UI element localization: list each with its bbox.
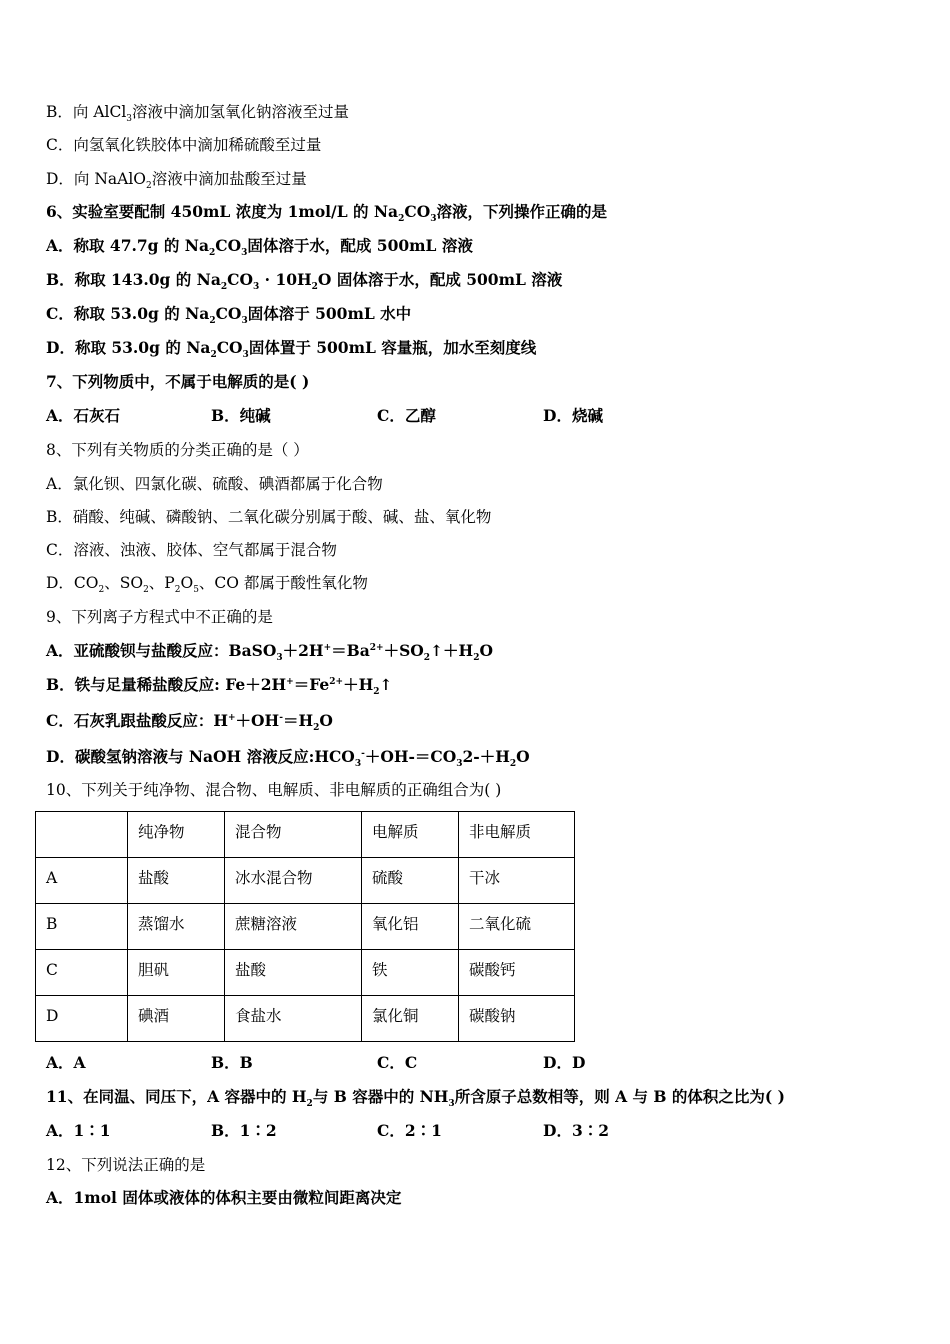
text: 固体溶于水，配成 500mL 溶液 xyxy=(247,236,473,255)
q10-option-d: D．D xyxy=(543,1053,586,1072)
q11-option-a: A．1∶1 xyxy=(46,1121,111,1140)
text: CO xyxy=(215,304,242,323)
subscript: 2 xyxy=(220,282,228,293)
text: ↑＋H xyxy=(430,641,474,660)
q8-option-a: A．氯化钡、四氯化碳、硫酸、碘酒都属于化合物 xyxy=(46,475,383,493)
text: 、SO xyxy=(104,574,144,592)
table-header-cell: 电解质 xyxy=(362,812,459,858)
table-cell: 氯化铜 xyxy=(362,996,459,1042)
q6-option-d xyxy=(46,338,537,361)
q7-stem: 7、下列物质中，不属于电解质的是( ) xyxy=(46,372,310,391)
text: A．亚硫酸钡与盐酸反应：BaSO xyxy=(46,641,277,660)
text: A．称取 47.7g 的 Na xyxy=(46,236,210,255)
subscript: 2 xyxy=(143,585,149,596)
table-cell: 碳酸钠 xyxy=(459,996,575,1042)
table-header-cell: 非电解质 xyxy=(459,812,575,858)
text: O xyxy=(180,574,194,592)
text: ↑ xyxy=(379,675,393,694)
text: CO xyxy=(216,338,243,357)
text: O xyxy=(479,641,493,660)
q8-option-b: B．硝酸、纯碱、磷酸钠、二氧化碳分别属于酸、碱、盐、氧化物 xyxy=(46,508,492,526)
text: ＝H xyxy=(282,711,314,730)
table-cell: A xyxy=(36,858,128,904)
superscript: + xyxy=(286,676,294,687)
text: ＋OH xyxy=(235,711,280,730)
subscript: 2 xyxy=(210,350,217,361)
q5-option-d xyxy=(46,169,307,192)
text: CO xyxy=(404,202,431,221)
q9-option-a xyxy=(46,641,493,664)
table-cell: B xyxy=(36,904,128,950)
q7-option-b: B．纯碱 xyxy=(211,406,271,425)
q7-option-c: C．乙醇 xyxy=(377,406,436,425)
text: ＝Ba xyxy=(331,641,370,660)
subscript: 3 xyxy=(241,316,248,327)
table-cell: 蔗糖溶液 xyxy=(225,904,362,950)
text: · 10H xyxy=(259,270,312,289)
q10-option-c: C．C xyxy=(377,1053,418,1072)
table-header-row xyxy=(36,812,575,858)
table-cell: 蒸馏水 xyxy=(128,904,225,950)
table-cell: 二氧化硫 xyxy=(459,904,575,950)
text: D．碳酸氢钠溶液与 NaOH 溶液反应:HCO xyxy=(46,747,355,766)
q8-stem: 8、下列有关物质的分类正确的是（ ） xyxy=(46,441,309,459)
text: O xyxy=(516,747,530,766)
table-row xyxy=(36,950,575,996)
text: ＋2H xyxy=(282,641,324,660)
text: 溶液中滴加盐酸至过量 xyxy=(151,170,307,188)
q12-stem: 12、下列说法正确的是 xyxy=(46,1156,206,1174)
text: 11、在同温、同压下，A 容器中的 H xyxy=(46,1087,307,1106)
subscript: 2 xyxy=(146,181,152,192)
q7-option-d: D．烧碱 xyxy=(543,406,603,425)
text: O 固体溶于水，配成 500mL 溶液 xyxy=(317,270,563,289)
table-cell: 胆矾 xyxy=(128,950,225,996)
subscript: 2 xyxy=(473,653,480,664)
text: C．石灰乳跟盐酸反应：H xyxy=(46,711,228,730)
text: 2-＋H xyxy=(462,747,510,766)
table-cell: 食盐水 xyxy=(225,996,362,1042)
text: 溶液中滴加氢氧化钠溶液至过量 xyxy=(132,103,350,121)
q6-option-b xyxy=(46,270,563,293)
q7-option-a: A．石灰石 xyxy=(46,406,121,425)
table-cell: 干冰 xyxy=(459,858,575,904)
text: 6、实验室要配制 450mL 浓度为 1mol/L 的 Na xyxy=(46,202,399,221)
subscript: 3 xyxy=(241,248,248,259)
text: 溶液，下列操作正确的是 xyxy=(436,202,607,221)
q12-option-a: A．1mol 固体或液体的体积主要由微粒间距离决定 xyxy=(46,1188,402,1207)
subscript: 3 xyxy=(448,1099,455,1110)
text: 与 B 容器中的 NH xyxy=(312,1087,449,1106)
superscript: + xyxy=(227,712,236,723)
q8-option-d xyxy=(46,573,368,596)
text: D．向 NaAlO xyxy=(46,170,147,188)
text: ＋SO xyxy=(383,641,424,660)
subscript: 5 xyxy=(193,585,199,596)
q5-option-c: C．向氢氧化铁胶体中滴加稀硫酸至过量 xyxy=(46,136,322,154)
text: O xyxy=(319,711,333,730)
q5-option-b xyxy=(46,102,350,125)
text: C．称取 53.0g 的 Na xyxy=(46,304,210,323)
q8-option-c: C．溶液、浊液、胶体、空气都属于混合物 xyxy=(46,541,337,559)
table-row xyxy=(36,858,575,904)
table-cell: 铁 xyxy=(362,950,459,996)
table-row xyxy=(36,996,575,1042)
q9-option-b xyxy=(46,675,393,698)
table-header-cell xyxy=(36,812,128,858)
subscript: 2 xyxy=(209,316,216,327)
subscript: 3 xyxy=(276,653,283,664)
text: 、P xyxy=(148,574,175,592)
table-row xyxy=(36,904,575,950)
q11-stem xyxy=(46,1087,785,1110)
superscript: 2+ xyxy=(329,676,344,687)
q9-option-d xyxy=(46,747,530,770)
q6-option-c xyxy=(46,304,412,327)
text: B．铁与足量稀盐酸反应: Fe＋2H xyxy=(46,675,287,694)
text: CO xyxy=(227,270,253,289)
subscript: 2 xyxy=(209,248,216,259)
table-cell: 硫酸 xyxy=(362,858,459,904)
q10-table xyxy=(35,811,575,1042)
subscript: 3 xyxy=(456,759,463,770)
text: D．CO xyxy=(46,574,99,592)
table-cell: 盐酸 xyxy=(225,950,362,996)
superscript: - xyxy=(279,712,283,723)
table-cell: 碘酒 xyxy=(128,996,225,1042)
subscript: 2 xyxy=(306,1099,313,1110)
q10-option-a: A．A xyxy=(46,1053,86,1072)
q10-option-b: B．B xyxy=(211,1053,253,1072)
text: D．称取 53.0g 的 Na xyxy=(46,338,211,357)
superscript: 2+ xyxy=(369,642,384,653)
superscript: - xyxy=(361,748,365,759)
subscript: 2 xyxy=(174,585,181,596)
subscript: 3 xyxy=(242,350,249,361)
q6-option-a xyxy=(46,236,473,259)
subscript: 3 xyxy=(430,214,437,225)
subscript: 2 xyxy=(313,723,320,734)
text: ＋H xyxy=(343,675,374,694)
text: B．向 AlCl xyxy=(46,103,127,121)
subscript: 3 xyxy=(252,282,260,293)
table-header-cell: 混合物 xyxy=(225,812,362,858)
text: 固体溶于 500mL 水中 xyxy=(247,304,412,323)
table-cell: D xyxy=(36,996,128,1042)
subscript: 3 xyxy=(126,114,133,125)
q10-stem: 10、下列关于纯净物、混合物、电解质、非电解质的正确组合为( ) xyxy=(46,781,502,799)
q9-stem: 9、下列离子方程式中不正确的是 xyxy=(46,608,273,626)
text: ＝Fe xyxy=(293,675,330,694)
superscript: + xyxy=(323,642,332,653)
subscript: 2 xyxy=(509,759,517,770)
table-header-cell: 纯净物 xyxy=(128,812,225,858)
text: CO xyxy=(215,236,242,255)
table-cell: 盐酸 xyxy=(128,858,225,904)
subscript: 2 xyxy=(311,282,318,293)
q11-option-c: C．2∶1 xyxy=(377,1121,442,1140)
table-cell: 冰水混合物 xyxy=(225,858,362,904)
text: 、CO 都属于酸性氧化物 xyxy=(198,574,368,592)
subscript: 3 xyxy=(354,759,362,770)
table-cell: 氧化铝 xyxy=(362,904,459,950)
subscript: 2 xyxy=(423,653,431,664)
text: 固体置于 500mL 容量瓶，加水至刻度线 xyxy=(248,338,537,357)
text: B．称取 143.0g 的 Na xyxy=(46,270,221,289)
subscript: 2 xyxy=(98,585,105,596)
q11-option-b: B．1∶2 xyxy=(211,1121,277,1140)
table-cell: C xyxy=(36,950,128,996)
q9-option-c xyxy=(46,711,333,734)
subscript: 2 xyxy=(373,687,380,698)
subscript: 2 xyxy=(398,214,405,225)
table-cell: 碳酸钙 xyxy=(459,950,575,996)
text: ＋OH-＝CO xyxy=(364,747,457,766)
q6-stem xyxy=(46,202,607,225)
text: 所含原子总数相等，则 A 与 B 的体积之比为( ) xyxy=(454,1087,785,1106)
q11-option-d: D．3∶2 xyxy=(543,1121,610,1140)
